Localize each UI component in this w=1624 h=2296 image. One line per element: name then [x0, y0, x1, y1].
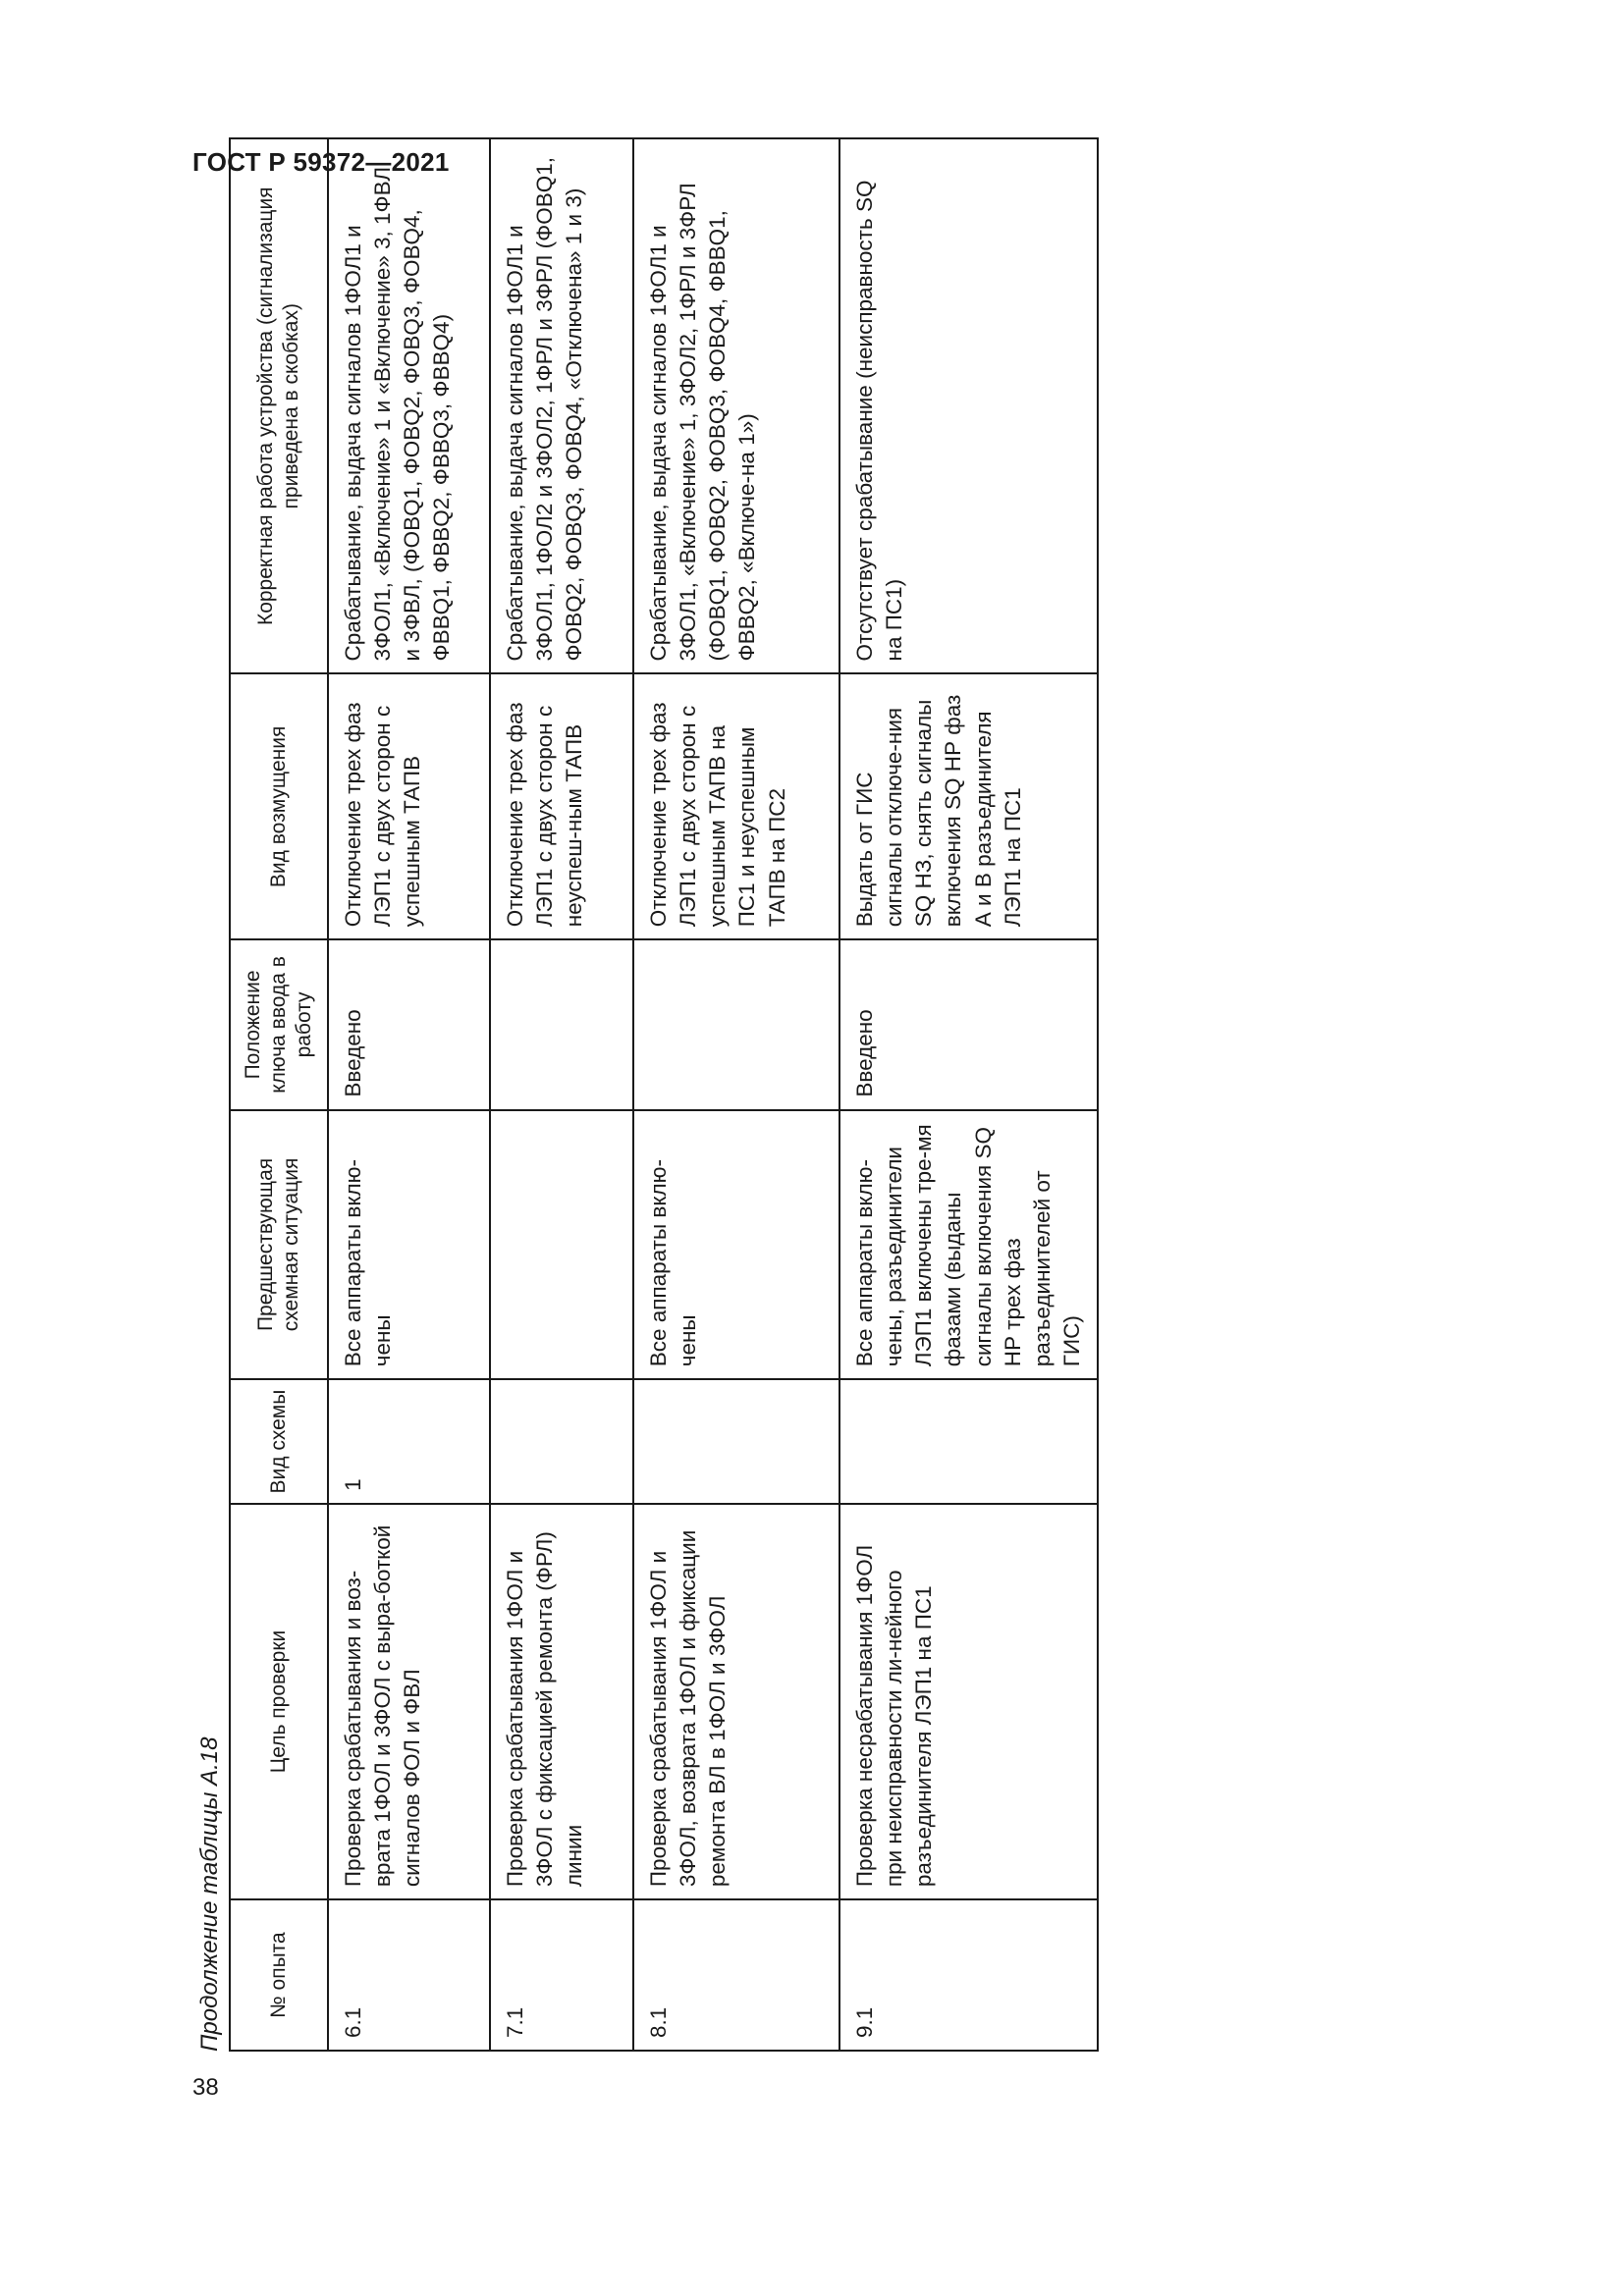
- cell-goal: Проверка срабатывания 1ФОЛ и 3ФОЛ с фиксацией ремонта (ФРЛ) линии: [490, 1504, 633, 1899]
- table-row: [328, 138, 490, 2051]
- cell-scheme: [633, 1379, 839, 1504]
- cell-result: Срабатывание, выдача сигналов 1ФОЛ1 и 3ФОЛ1, «Включение» 1, 3ФОЛ2, 1ФРЛ и 3ФРЛ (ФОВQ1, ФОВQ2, ФОВQ3, ФОВQ4, ФВВQ1, ФВВQ2, «Включе-на 1»): [633, 138, 839, 673]
- column-header-goal: Цель проверки: [230, 1504, 328, 1899]
- cell-situation: [490, 1110, 633, 1380]
- rotated-table-area: [192, 137, 1160, 2052]
- cell-number: 7.1: [490, 1899, 633, 2051]
- column-header-disturbance: Вид возмущения: [230, 673, 328, 939]
- column-header-key: Положение ключа ввода в работу: [230, 939, 328, 1109]
- cell-goal: Проверка несрабатывания 1ФОЛ при неисправности ли-нейного разъединителя ЛЭП1 на ПС1: [839, 1504, 1098, 1899]
- table-caption: Продолжение таблицы А.18: [196, 1736, 223, 2052]
- cell-number: 9.1: [839, 1899, 1098, 2051]
- cell-situation: Все аппараты вклю-чены: [633, 1110, 839, 1380]
- cell-result: Отсутствует срабатывание (неисправность SQ на ПС1): [839, 138, 1098, 673]
- cell-key: [490, 939, 633, 1109]
- cell-scheme: [839, 1379, 1098, 1504]
- column-header-situation: Предшествующая схемная ситуация: [230, 1110, 328, 1380]
- column-header-scheme: Вид схемы: [230, 1379, 328, 1504]
- table-header-row: [230, 138, 328, 2051]
- table-row: [839, 138, 1098, 2051]
- page-number: 38: [192, 2074, 219, 2101]
- cell-situation: Все аппараты вклю-чены: [328, 1110, 490, 1380]
- table-row: [633, 138, 839, 2051]
- column-header-result: Корректная работа устройства (сигнализация приведена в скобках): [230, 138, 328, 673]
- cell-disturbance: Отключение трех фаз ЛЭП1 с двух сторон с неуспеш-ным ТАПВ: [490, 673, 633, 939]
- cell-disturbance: Отключение трех фаз ЛЭП1 с двух сторон с успешным ТАПВ: [328, 673, 490, 939]
- cell-key: Введено: [839, 939, 1098, 1109]
- cell-scheme: 1: [328, 1379, 490, 1504]
- cell-number: 8.1: [633, 1899, 839, 2051]
- cell-goal: Проверка срабатывания и воз-врата 1ФОЛ и 3ФОЛ с выра-боткой сигналов ФОЛ и ФВЛ: [328, 1504, 490, 1899]
- cell-key: [633, 939, 839, 1109]
- cell-scheme: [490, 1379, 633, 1504]
- document-code: ГОСТ Р 59372—2021: [192, 147, 450, 177]
- cell-result: Срабатывание, выдача сигналов 1ФОЛ1 и 3ФОЛ1, 1ФОЛ2 и 3ФОЛ2, 1ФРЛ и 3ФРЛ (ФОВQ1, ФОВQ2, ФОВQ3, ФОВQ4, «Отключена» 1 и 3): [490, 138, 633, 673]
- cell-situation: Все аппараты вклю-чены, разъединители ЛЭП1 включены тре-мя фазами (выданы сигналы включения SQ НР трех фаз разъединителей от ГИС): [839, 1110, 1098, 1380]
- test-table: [229, 137, 1099, 2052]
- column-header-number: № опыта: [230, 1899, 328, 2051]
- cell-key: Введено: [328, 939, 490, 1109]
- cell-number: 6.1: [328, 1899, 490, 2051]
- table-row: [490, 138, 633, 2051]
- cell-goal: Проверка срабатывания 1ФОЛ и 3ФОЛ, возврата 1ФОЛ и фиксации ремонта ВЛ в 1ФОЛ и 3ФОЛ: [633, 1504, 839, 1899]
- cell-disturbance: Отключение трех фаз ЛЭП1 с двух сторон с успешным ТАПВ на ПС1 и неуспешным ТАПВ на ПС2: [633, 673, 839, 939]
- cell-disturbance: Выдать от ГИС сигналы отключе-ния SQ НЗ, снять сигналы включения SQ НР фаз А и В разъединителя ЛЭП1 на ПС1: [839, 673, 1098, 939]
- cell-result: Срабатывание, выдача сигналов 1ФОЛ1 и 3ФОЛ1, «Включение» 1 и «Включение» 3, 1ФВЛ и 3ФВЛ, (ФОВQ1, ФОВQ2, ФОВQ3, ФОВQ4, ФВВQ1, ФВВQ2, ФВВQ3, ФВВQ4): [328, 138, 490, 673]
